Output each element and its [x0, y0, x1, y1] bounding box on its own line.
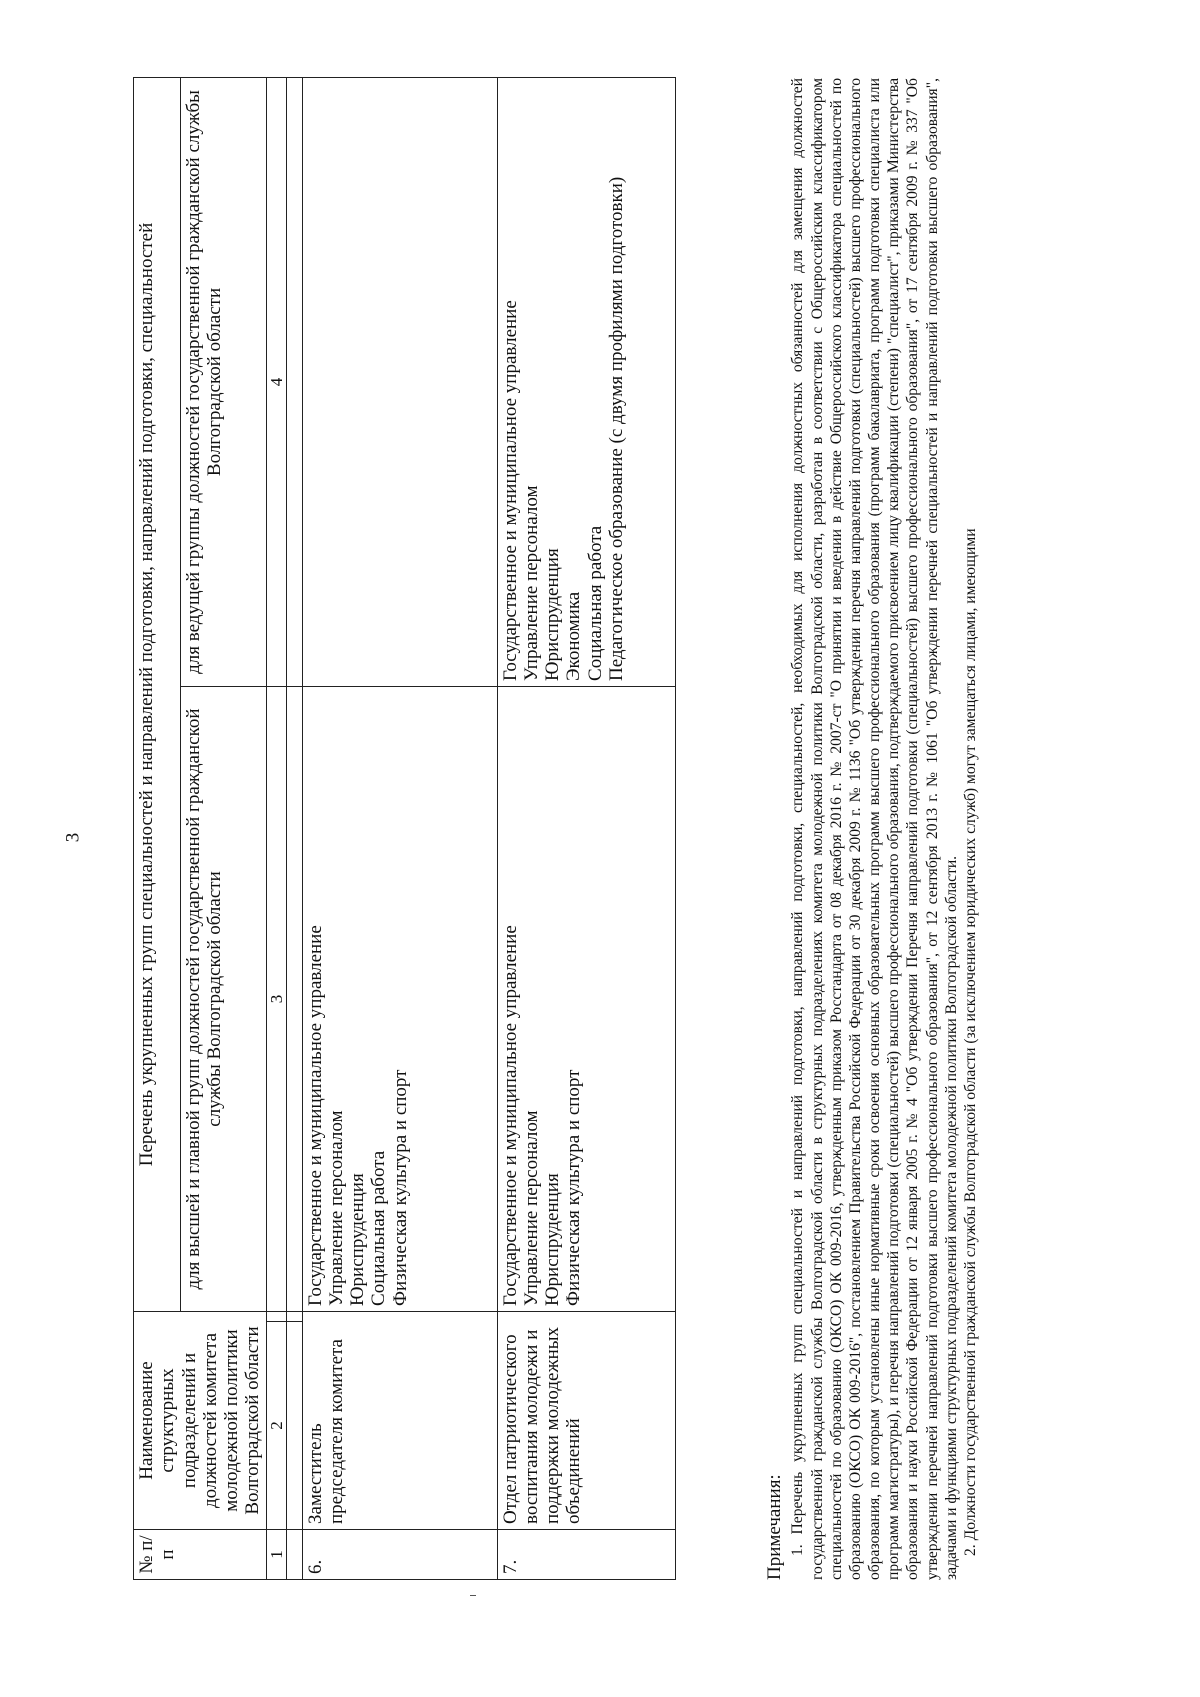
numbering-cell: 2: [266, 1322, 286, 1530]
specialty-item: Педагогическое образование (с двумя профилями подготовки): [605, 176, 627, 681]
specialty-item: Государственное и муниципальное управление: [304, 925, 326, 1306]
specialty-item: Государственное и муниципальное управление: [499, 300, 521, 681]
specialty-item: Управление персоналом: [520, 1110, 542, 1306]
specialty-item: Социальная работа: [368, 1150, 390, 1306]
table-header-row: [134, 77, 181, 1579]
notes-section: [763, 78, 980, 1580]
page-number: 3: [62, 832, 84, 843]
spacer-cell: [286, 1311, 302, 1321]
specialty-item: Управление персоналом: [520, 485, 542, 681]
note-paragraph: 1. Перечень укрупненных групп специальностей и направлений подготовки, направлений подготовки, специальностей, необходимых для исполнения должностных обязанностей для замещения должностей государственной гражданской службы Волгоградской области в структурных подразделениях комитета молодежной политики Волгоградской области, разработан в соответствии с Общероссийским классификатором специальностей по образованию (ОКСО) ОК 009-2016, утвержденным приказом Росстандарта от 08 декабря 2016 г. № 2007-ст "О принятии и введении в действие Общероссийского классификатора специальностей по образованию (ОКСО) ОК 009-2016", постановлением Правительства Российской Федерации от 30 декабря 2009 г. № 1136 "Об утверждении перечня направлений подготовки (специальностей) высшего профессионального образования, по которым установлены иные нормативные сроки освоения основных образовательных программ высшего профессионального образования (программ бакалавриата, программ подготовки специалиста или программ магистратуры), и перечня направлений подготовки (специальностей) высшего профессионального образования, подтверждаемого присвоением лицу квалификации (степени) "специалист", приказами Министерства образования и науки Российской Федерации от 12 января 2005 г. № 4 "Об утверждении Перечня направлений подготовки (специальностей) высшего профессионального образования", от 17 сентября 2009 г. № 337 "Об утверждении перечней направлений подготовки высшего профессионального образования", от 12 сентября 2013 г. № 1061 "Об утверждении перечней специальностей и направлений подготовки высшего образования", задачами и функциями структурных подразделений комитета молодежной политики Волгоградской области.: [789, 78, 960, 1580]
table-spacer-row: [286, 77, 302, 1579]
numbering-cell: 4: [266, 77, 286, 686]
spacer-cell: [286, 686, 302, 1311]
note-paragraph: 2. Должности государственной гражданской службы Волгоградской области (за исключением юридических служб) могут замещаться лицами, имеющими: [961, 528, 979, 1556]
header-senior-groups: для высшей и главной групп должностей государственной гражданской службы Волгоградской области: [181, 686, 266, 1311]
row-senior-specialties: [302, 686, 497, 1311]
header-number: № п/п: [134, 1530, 267, 1580]
header-structure-name: Наименование структурных подразделений и должностей комитета молодежной политики Волгоградской области: [134, 1311, 267, 1529]
specialty-item: Юриспруденция: [542, 548, 564, 681]
numbering-cell: 3: [266, 686, 286, 1311]
notes-title: Примечания:: [764, 1474, 785, 1580]
row-number: 6.: [302, 1530, 497, 1580]
specialties-table: [133, 77, 676, 1580]
spacer-cell: [286, 1322, 302, 1530]
row-structure-name: Заместитель председателя комитета: [302, 1311, 497, 1529]
specialty-item: Социальная работа: [584, 525, 606, 681]
table-row: [497, 77, 675, 1579]
specialty-item: Физическая культура и спорт: [389, 1069, 411, 1306]
row-leading-specialties: [497, 77, 675, 686]
spacer-cell: [286, 1530, 302, 1580]
spacer-cell: [286, 77, 302, 686]
row-number: 7.: [497, 1530, 675, 1580]
table-row: [302, 77, 497, 1579]
row-leading-specialties: [302, 77, 497, 686]
specialty-item: Юриспруденция: [347, 1173, 369, 1306]
rotated-sheet: [133, 78, 1083, 1580]
numbering-gap-cell: [266, 1311, 286, 1321]
header-leading-group: для ведущей группы должностей государственной гражданской службы Волгоградской области: [181, 77, 266, 686]
numbering-cell: 1: [266, 1530, 286, 1580]
specialty-item: Экономика: [563, 591, 585, 681]
header-group: Перечень укрупненных групп специальностей и направлений подготовки, направлений подготовки, специальностей: [134, 77, 181, 1311]
row-structure-name: Отдел патриотического воспитания молодежи и поддержки молодежных объединений: [497, 1311, 675, 1529]
row-senior-specialties: [497, 686, 675, 1311]
specialty-item: Физическая культура и спорт: [563, 1069, 585, 1306]
scan-artifact: [470, 1595, 476, 1596]
specialty-item: Управление персоналом: [325, 1110, 347, 1306]
specialty-item: Государственное и муниципальное управление: [499, 925, 521, 1306]
specialty-item: Юриспруденция: [542, 1173, 564, 1306]
table-numbering-row: [266, 77, 286, 1579]
